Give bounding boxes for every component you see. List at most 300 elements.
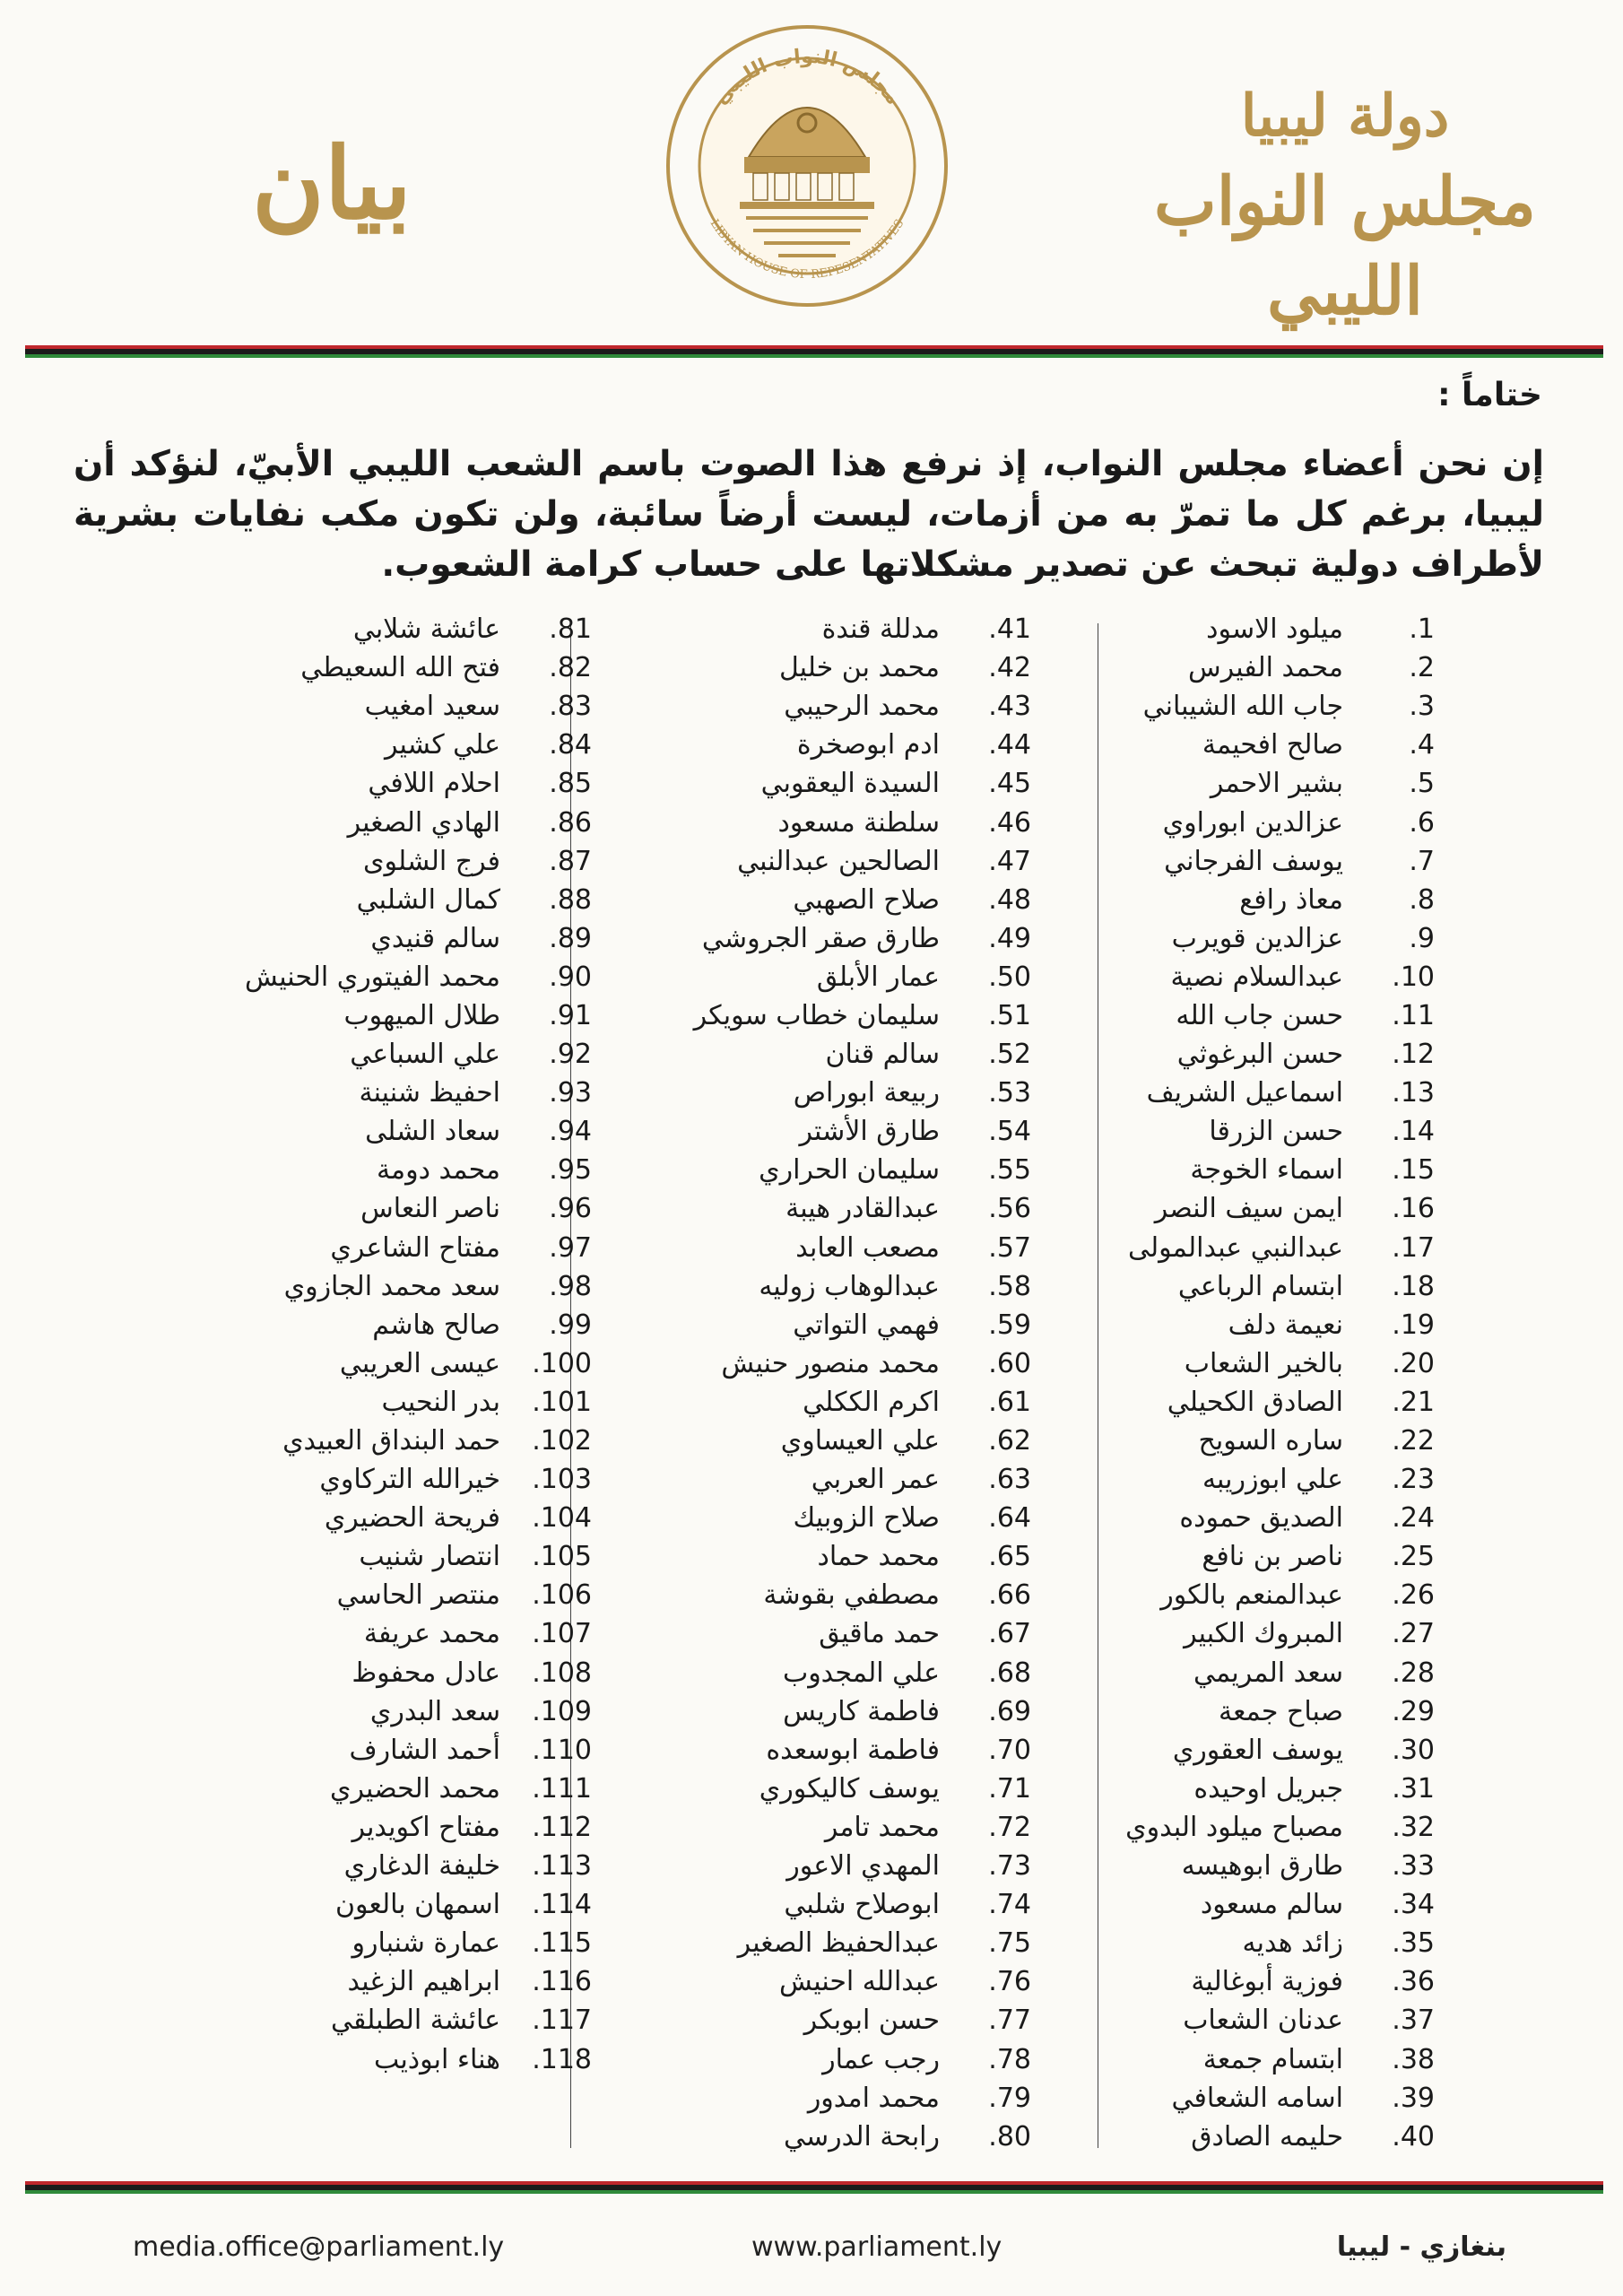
member-row (90, 1383, 592, 1422)
footer-location: بنغازي - ليبيا (1336, 2231, 1506, 2263)
member-name: مفتاح اكويدير (352, 1811, 500, 1843)
member-name: عيسى العريبي (339, 1347, 500, 1379)
member-name: بدر النحيب (381, 1386, 500, 1418)
member-name: ناصر بن نافع (1202, 1541, 1343, 1573)
member-number: 6. (1409, 806, 1435, 839)
member-name: عبدالقادر هيبة (785, 1193, 940, 1225)
member-name: محمد منصور حنيش (721, 1347, 940, 1379)
letterhead-title (1134, 76, 1556, 336)
member-name: علي المجدوب (782, 1657, 940, 1689)
member-name: ابوصلاح شلبي (784, 1889, 940, 1921)
member-name: سعد المريمي (1193, 1657, 1343, 1689)
member-number: 9. (1409, 922, 1435, 954)
member-name: هناء ابوذيب (373, 2043, 500, 2075)
member-number: 85. (549, 768, 592, 800)
member-number: 69. (988, 1695, 1031, 1727)
member-number: 77. (988, 2005, 1031, 2037)
member-number: 117. (532, 2005, 592, 2037)
member-number: 28. (1392, 1657, 1435, 1689)
member-name: فوزية أبوغالية (1191, 1966, 1343, 1998)
member-number: 106. (532, 1579, 592, 1612)
member-number: 1. (1409, 613, 1435, 646)
member-row (90, 958, 592, 996)
member-name: سعد البدري (369, 1695, 500, 1727)
member-row (529, 1112, 1031, 1151)
member-number: 20. (1392, 1347, 1435, 1379)
member-name: رجب عمار (822, 2043, 940, 2075)
member-name: طارق ابوهيسه (1181, 1850, 1343, 1883)
member-row (90, 1499, 592, 1537)
member-name: حسن ابوبكر (803, 2005, 940, 2037)
member-number: 53. (988, 1077, 1031, 1109)
member-number: 48. (988, 883, 1031, 916)
member-name: حمد ماقيق (819, 1618, 940, 1650)
member-name: احلام اللافي (368, 768, 500, 800)
member-number: 89. (549, 922, 592, 954)
member-number: 88. (549, 883, 592, 916)
member-row (90, 1267, 592, 1306)
member-number: 55. (988, 1154, 1031, 1187)
member-row (90, 842, 592, 881)
member-number: 94. (549, 1116, 592, 1148)
member-number: 71. (988, 1772, 1031, 1805)
member-name: صلاح الصهبي (793, 883, 940, 916)
member-name: مفتاح الشاعري (330, 1231, 500, 1264)
logo-arc-english: LIBYAN HOUSE OF REPESENTATIVES (707, 217, 907, 283)
member-number: 59. (988, 1309, 1031, 1341)
member-name: عائشة شلابي (352, 613, 500, 646)
member-name: يوسف كاليكوري (759, 1772, 940, 1805)
member-row (529, 1962, 1031, 2001)
member-name: صالح هاشم (372, 1309, 500, 1341)
member-number: 72. (988, 1811, 1031, 1843)
member-number: 7. (1409, 845, 1435, 877)
member-row (90, 687, 592, 726)
member-name: ميلود الاسود (1206, 613, 1343, 646)
member-row (90, 996, 592, 1035)
member-name: خليفة الدغاري (343, 1850, 500, 1883)
member-row (90, 726, 592, 764)
member-number: 14. (1392, 1116, 1435, 1148)
member-row (90, 1692, 592, 1731)
member-number: 13. (1392, 1077, 1435, 1109)
member-number: 110. (532, 1734, 592, 1766)
member-number: 29. (1392, 1695, 1435, 1727)
member-number: 3. (1409, 691, 1435, 723)
member-row (90, 1885, 592, 1924)
member-name: مدللة قندة (821, 613, 940, 646)
member-name: احفيظ شنينة (359, 1077, 500, 1109)
member-row (529, 996, 1031, 1035)
member-number: 107. (532, 1618, 592, 1650)
member-row (90, 1847, 592, 1885)
member-number: 74. (988, 1889, 1031, 1921)
member-number: 2. (1409, 652, 1435, 684)
member-row (529, 1383, 1031, 1422)
member-number: 22. (1392, 1425, 1435, 1457)
member-number: 32. (1392, 1811, 1435, 1843)
member-name: حسن جاب الله (1176, 999, 1343, 1031)
member-number: 78. (988, 2043, 1031, 2075)
member-name: فتح الله السعيطي (300, 652, 500, 684)
member-number: 66. (988, 1579, 1031, 1612)
member-row (529, 1151, 1031, 1189)
member-number: 83. (549, 691, 592, 723)
member-name: ساره السويح (1198, 1425, 1343, 1457)
member-row (90, 1422, 592, 1460)
member-number: 112. (532, 1811, 592, 1843)
member-number: 27. (1392, 1618, 1435, 1650)
member-number: 101. (532, 1386, 592, 1418)
member-name: اسمهان بالعون (335, 1889, 500, 1921)
member-number: 58. (988, 1270, 1031, 1302)
member-name: جاب الله الشيباني (1142, 691, 1343, 723)
member-name: ابتسام جمعة (1202, 2043, 1343, 2075)
member-name: مصعب العابد (795, 1231, 940, 1264)
member-number: 5. (1409, 768, 1435, 800)
member-name: سالم مسعود (1200, 1889, 1343, 1921)
member-name: اسماء الخوجة (1190, 1154, 1343, 1187)
member-number: 42. (988, 652, 1031, 684)
member-number: 109. (532, 1695, 592, 1727)
member-row (529, 958, 1031, 996)
member-name: محمد عريفة (363, 1618, 500, 1650)
member-name: الصديق حموده (1179, 1502, 1343, 1535)
member-number: 43. (988, 691, 1031, 723)
member-name: اكرم الككلي (803, 1386, 940, 1418)
member-row (529, 1808, 1031, 1847)
member-row (90, 764, 592, 803)
member-number: 8. (1409, 883, 1435, 916)
member-row (90, 803, 592, 841)
member-row (90, 1229, 592, 1267)
footer (0, 2188, 1623, 2296)
member-name: محمد الحضيري (329, 1772, 500, 1805)
member-row (529, 919, 1031, 958)
member-number: 104. (532, 1502, 592, 1535)
member-name: ايمن سيف النصر (1154, 1193, 1343, 1225)
member-row (529, 1344, 1031, 1383)
member-name: فهمي التواتي (793, 1309, 940, 1341)
member-name: عبدالسلام نصية (1170, 961, 1343, 993)
member-row (90, 1654, 592, 1692)
member-number: 80. (988, 2120, 1031, 2152)
member-name: حسن الزرقا (1209, 1116, 1343, 1148)
member-name: بالخير الشعاب (1184, 1347, 1343, 1379)
member-number: 73. (988, 1850, 1031, 1883)
member-row (529, 881, 1031, 919)
member-name: فاطمة كاريس (783, 1695, 940, 1727)
member-number: 82. (549, 652, 592, 684)
member-number: 115. (532, 1927, 592, 1960)
member-row (529, 2079, 1031, 2118)
member-number: 118. (532, 2043, 592, 2075)
member-number: 30. (1392, 1734, 1435, 1766)
member-name: مصباح ميلود البدوي (1125, 1811, 1343, 1843)
member-row (90, 881, 592, 919)
parliament-name: مجلس النواب الليبي (1154, 163, 1536, 330)
member-name: الهادي الصغير (347, 806, 500, 839)
member-row (529, 1306, 1031, 1344)
member-row (529, 764, 1031, 803)
member-name: طارق الأشتر (799, 1116, 940, 1148)
member-name: يوسف العقوري (1172, 1734, 1343, 1766)
member-number: 70. (988, 1734, 1031, 1766)
member-number: 24. (1392, 1502, 1435, 1535)
member-name: عبدالله احنيش (779, 1966, 940, 1998)
state-name: دولة ليبيا (1240, 83, 1450, 150)
member-name: صالح افحيمة (1202, 729, 1343, 761)
member-name: سالم قنان (825, 1039, 940, 1071)
member-name: عبدالنبي عبدالمولى (1128, 1231, 1343, 1264)
member-name: أحمد الشارف (349, 1734, 500, 1766)
member-number: 75. (988, 1927, 1031, 1960)
member-name: بشير الاحمر (1210, 768, 1343, 800)
member-number: 76. (988, 1966, 1031, 1998)
member-number: 52. (988, 1039, 1031, 1071)
member-number: 34. (1392, 1889, 1435, 1921)
member-row (529, 648, 1031, 687)
member-number: 95. (549, 1154, 592, 1187)
member-number: 19. (1392, 1309, 1435, 1341)
member-row (529, 1460, 1031, 1499)
member-name: صباح جمعة (1218, 1695, 1343, 1727)
member-name: عبدالمنعم بالكور (1160, 1579, 1343, 1612)
member-row (529, 1189, 1031, 1228)
member-number: 98. (549, 1270, 592, 1302)
member-number: 64. (988, 1502, 1031, 1535)
member-number: 11. (1392, 999, 1435, 1031)
member-number: 116. (532, 1966, 592, 1998)
member-number: 114. (532, 1889, 592, 1921)
member-name: علي ابوزريبه (1202, 1464, 1343, 1496)
member-number: 47. (988, 845, 1031, 877)
member-name: ناصر النعاس (360, 1193, 500, 1225)
member-name: عادل محفوظ (352, 1657, 500, 1689)
member-name: سعيد امغيب (364, 691, 500, 723)
member-number: 38. (1392, 2043, 1435, 2075)
member-name: مصطفي بقوشة (763, 1579, 940, 1612)
member-row (90, 919, 592, 958)
member-name: عائشة الطبلقي (330, 2005, 500, 2037)
member-row (529, 1924, 1031, 1962)
member-name: عمر العربي (811, 1464, 940, 1496)
member-row (90, 1112, 592, 1151)
member-row (529, 1229, 1031, 1267)
member-number: 65. (988, 1541, 1031, 1573)
member-name: محمد حماد (817, 1541, 940, 1573)
members-column-2 (529, 610, 1031, 2156)
member-name: عبدالحفيظ الصغير (737, 1927, 940, 1960)
member-row (90, 1731, 592, 1770)
member-row (529, 1499, 1031, 1537)
member-name: فاطمة ابوسعده (766, 1734, 940, 1766)
letterhead (0, 0, 1623, 350)
member-name: الصادق الكحيلي (1167, 1386, 1343, 1418)
member-name: اسامه الشعافي (1171, 2082, 1343, 2114)
member-name: المهدي الاعور (786, 1850, 940, 1883)
member-name: حليمه الصادق (1191, 2120, 1343, 2152)
member-number: 17. (1392, 1231, 1435, 1264)
member-row (529, 1267, 1031, 1306)
member-row (529, 1035, 1031, 1074)
member-name: سليمان الحراري (759, 1154, 940, 1187)
member-row (90, 1614, 592, 1653)
member-name: نعيمة دلف (1228, 1309, 1343, 1341)
member-name: انتصار شنيب (359, 1541, 500, 1573)
member-number: 49. (988, 922, 1031, 954)
member-row (90, 2001, 592, 2039)
member-name: محمد الرحيبي (784, 691, 940, 723)
member-row (529, 842, 1031, 881)
member-number: 54. (988, 1116, 1031, 1148)
member-number: 57. (988, 1231, 1031, 1264)
member-name: سالم قنيدي (370, 922, 500, 954)
member-number: 92. (549, 1039, 592, 1071)
member-number: 31. (1392, 1772, 1435, 1805)
member-number: 50. (988, 961, 1031, 993)
member-number: 39. (1392, 2082, 1435, 2114)
member-name: علي كشير (384, 729, 500, 761)
member-name: عمارة شنبارو (352, 1927, 500, 1960)
member-name: ادم ابوصخرة (796, 729, 940, 761)
member-row (90, 1962, 592, 2001)
member-row (90, 1576, 592, 1614)
member-row (529, 803, 1031, 841)
member-name: السيدة اليعقوبي (760, 768, 940, 800)
member-name: طارق صقر الجروشي (701, 922, 940, 954)
member-number: 67. (988, 1618, 1031, 1650)
member-row (90, 610, 592, 648)
member-name: رابحة الدرسي (783, 2120, 940, 2152)
member-number: 87. (549, 845, 592, 877)
member-number: 62. (988, 1425, 1031, 1457)
member-name: محمد بن خليل (778, 652, 940, 684)
member-row (90, 1035, 592, 1074)
member-number: 37. (1392, 2005, 1435, 2037)
member-row (529, 1692, 1031, 1731)
member-number: 23. (1392, 1464, 1435, 1496)
member-number: 61. (988, 1386, 1031, 1418)
member-name: سلطنة مسعود (777, 806, 940, 839)
member-number: 18. (1392, 1270, 1435, 1302)
member-name: عدنان الشعاب (1183, 2005, 1343, 2037)
member-number: 93. (549, 1077, 592, 1109)
member-name: معاذ رافع (1239, 883, 1343, 916)
member-row (90, 1074, 592, 1112)
member-number: 33. (1392, 1850, 1435, 1883)
member-number: 108. (532, 1657, 592, 1689)
footer-email[interactable]: media.office@parliament.ly (133, 2231, 505, 2263)
members-column-3 (90, 610, 592, 2079)
member-row (90, 1770, 592, 1808)
member-row (529, 687, 1031, 726)
member-number: 91. (549, 999, 592, 1031)
member-number: 99. (549, 1309, 592, 1341)
member-number: 16. (1392, 1193, 1435, 1225)
member-number: 45. (988, 768, 1031, 800)
member-name: ابراهيم الزغيد (347, 1966, 500, 1998)
member-row (90, 1808, 592, 1847)
member-row (90, 648, 592, 687)
member-name: محمد تامر (824, 1811, 940, 1843)
member-number: 113. (532, 1850, 592, 1883)
member-name: اسماعيل الشريف (1146, 1077, 1343, 1109)
member-row (90, 1460, 592, 1499)
member-name: علي العيساوي (780, 1425, 940, 1457)
member-number: 40. (1392, 2120, 1435, 2152)
member-name: منتصر الحاسي (336, 1579, 500, 1612)
member-number: 4. (1409, 729, 1435, 761)
member-number: 35. (1392, 1927, 1435, 1960)
member-name: الصالحين عبدالنبي (737, 845, 940, 877)
member-number: 102. (532, 1425, 592, 1457)
member-number: 15. (1392, 1154, 1435, 1187)
member-row (529, 1847, 1031, 1885)
member-name: صلاح الزوبيك (793, 1502, 940, 1535)
member-number: 44. (988, 729, 1031, 761)
member-row (529, 1576, 1031, 1614)
member-name: المبروك الكبير (1184, 1618, 1343, 1650)
member-number: 36. (1392, 1966, 1435, 1998)
member-row (529, 610, 1031, 648)
member-name: علي السباعي (350, 1039, 500, 1071)
member-row (529, 1614, 1031, 1653)
member-name: سليمان خطاب سويكر (693, 999, 940, 1031)
member-number: 90. (549, 961, 592, 993)
top-flag-divider (25, 345, 1603, 358)
member-name: فريحة الحضيري (324, 1502, 500, 1535)
member-number: 96. (549, 1193, 592, 1225)
member-number: 21. (1392, 1386, 1435, 1418)
member-name: سعد محمد الجازوي (283, 1270, 500, 1302)
member-row (529, 1422, 1031, 1460)
member-number: 10. (1392, 961, 1435, 993)
member-name: عزالدين ابوراوي (1162, 806, 1343, 839)
member-name: خيرالله التركاوي (319, 1464, 500, 1496)
statement-title: بيان (251, 126, 412, 241)
member-row (529, 1074, 1031, 1112)
member-row (90, 1344, 592, 1383)
member-name: كمال الشلبي (356, 883, 500, 916)
member-number: 60. (988, 1347, 1031, 1379)
member-number: 97. (549, 1231, 592, 1264)
statement-paragraph: إن نحن أعضاء مجلس النواب، إذ نرفع هذا الصوت باسم الشعب الليبي الأبيّ، لنؤكد أن ليبيا، برغم كل ما تمرّ به من أزمات، ليست أرضاً سائبة، ولن تكون مكب نفايات بشرية لأطراف دولية تبحث عن تصدير مشكلاتها على حساب كرامة الشعوب. (74, 444, 1544, 585)
member-name: محمد دومة (376, 1154, 500, 1187)
member-name: عزالدين قويرب (1171, 922, 1343, 954)
member-name: ابتسام الرباعي (1177, 1270, 1343, 1302)
member-row (529, 1654, 1031, 1692)
closing-label: ختاماً : (1437, 377, 1542, 413)
member-row (529, 1770, 1031, 1808)
member-row (90, 1189, 592, 1228)
member-row (529, 2001, 1031, 2039)
footer-website[interactable]: www.parliament.ly (751, 2231, 1002, 2263)
member-number: 100. (532, 1347, 592, 1379)
member-number: 84. (549, 729, 592, 761)
member-name: حمد البنداق العبيدي (282, 1425, 500, 1457)
member-number: 12. (1392, 1039, 1435, 1071)
member-name: يوسف الفرجاني (1164, 845, 1343, 877)
member-number: 51. (988, 999, 1031, 1031)
member-row (90, 1924, 592, 1962)
member-name: طلال الميهوب (343, 999, 500, 1031)
member-number: 68. (988, 1657, 1031, 1689)
member-number: 111. (532, 1772, 592, 1805)
parliament-seal-logo (664, 22, 950, 309)
member-name: محمد الفيتوري الحنيش (244, 961, 500, 993)
member-row (90, 1537, 592, 1576)
